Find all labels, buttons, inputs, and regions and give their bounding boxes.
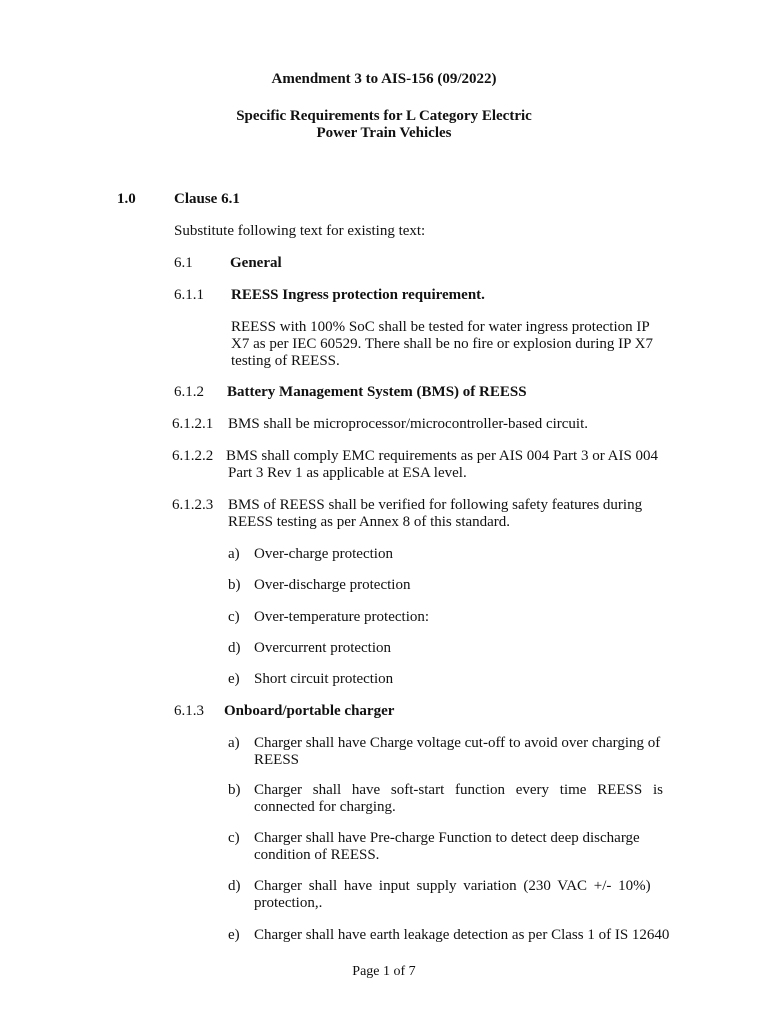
list-item-text: Over-discharge protection [254, 577, 411, 593]
list-item-label: b) [228, 782, 241, 798]
clause-6-1-2-3-text-line-1: BMS of REESS shall be verified for following safety features during [228, 497, 643, 513]
clause-6-1-2-1-text: BMS shall be microprocessor/microcontroller-based circuit. [228, 416, 589, 432]
clause-6-1-3-number: 6.1.3 [174, 703, 204, 719]
list-item-text: Overcurrent protection [254, 640, 392, 656]
list-item-label: d) [228, 640, 241, 656]
list-item-label: c) [228, 609, 240, 625]
clause-6-1-2-title: Battery Management System (BMS) of REESS [227, 384, 527, 400]
list-item-text-line-1: Charger shall have Charge voltage cut-off to avoid over charging of [254, 735, 661, 751]
clause-6-1-1-number: 6.1.1 [174, 287, 204, 303]
clause-6-1-1-body-line-1: REESS with 100% SoC shall be tested for water ingress protection IP [231, 319, 650, 335]
amendment-title: Amendment 3 to AIS-156 (09/2022) [271, 71, 497, 87]
list-item-label: b) [228, 577, 241, 593]
clause-6-1-2-2-number: 6.1.2.2 [172, 448, 214, 464]
clause-6-1-number: 6.1 [174, 255, 193, 271]
clause-6-1-1-body-line-2: X7 as per IEC 60529. There shall be no fire or explosion during IP X7 [231, 336, 653, 352]
list-item-text-line-2: REESS [254, 752, 300, 768]
clause-6-1-1-body-line-3: testing of REESS. [231, 353, 340, 369]
list-item-text-line-1: Charger shall have Pre-charge Function to detect deep discharge [254, 830, 640, 846]
section-heading: Clause 6.1 [174, 191, 240, 207]
clause-6-1-3-title: Onboard/portable charger [224, 703, 395, 719]
clause-6-1-2-3-text-line-2: REESS testing as per Annex 8 of this standard. [228, 514, 511, 530]
list-item-text: Over-charge protection [254, 546, 393, 562]
list-item-label: a) [228, 735, 240, 751]
list-item-text-line-1: Charger shall have soft-start function every time REESS is [254, 782, 663, 798]
list-item-label: e) [228, 671, 240, 687]
list-item-label: d) [228, 878, 241, 894]
list-item-text-line-2: protection,. [254, 895, 323, 911]
list-item-text: Over-temperature protection: [254, 609, 430, 625]
clause-6-1-2-2-text-line-1: BMS shall comply EMC requirements as per AIS 004 Part 3 or AIS 004 [226, 448, 659, 464]
list-item-text: Short circuit protection [254, 671, 394, 687]
document-title-line-1: Specific Requirements for L Category Electric [236, 108, 532, 124]
section-number: 1.0 [117, 191, 136, 207]
document-title-line-2: Power Train Vehicles [316, 125, 452, 141]
page-number: Page 1 of 7 [352, 964, 416, 979]
clause-6-1-2-2-text-line-2: Part 3 Rev 1 as applicable at ESA level. [228, 465, 467, 481]
list-item-label: a) [228, 546, 240, 562]
clause-6-1-title: General [230, 255, 282, 271]
list-item-label: e) [228, 927, 240, 943]
list-item-text-line-1: Charger shall have earth leakage detection as per Class 1 of IS 12640 [254, 927, 670, 943]
clause-6-1-1-title: REESS Ingress protection requirement. [231, 287, 485, 303]
list-item-label: c) [228, 830, 240, 846]
section-instruction: Substitute following text for existing text: [174, 223, 426, 239]
list-item-text-line-1: Charger shall have input supply variation (230 VAC +/- 10%) [254, 878, 651, 894]
list-item-text-line-2: condition of REESS. [254, 847, 380, 863]
clause-6-1-2-1-number: 6.1.2.1 [172, 416, 214, 432]
clause-6-1-2-number: 6.1.2 [174, 384, 204, 400]
list-item-text-line-2: connected for charging. [254, 799, 396, 815]
clause-6-1-2-3-number: 6.1.2.3 [172, 497, 214, 513]
